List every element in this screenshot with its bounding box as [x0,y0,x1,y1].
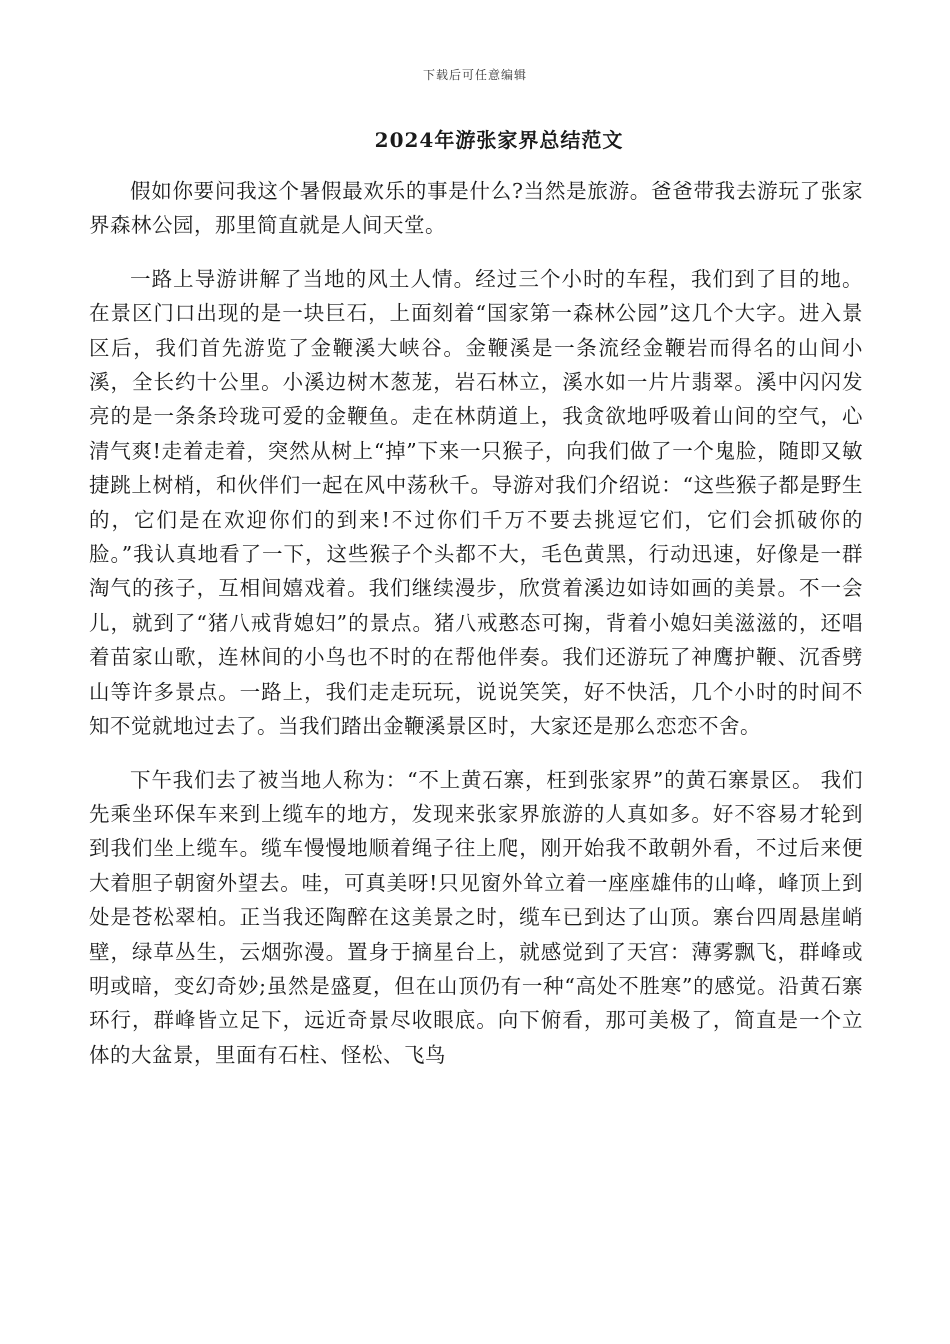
paragraph-2: 一路上导游讲解了当地的风土人情。经过三个小时的车程，我们到了目的地。在景区门口出现的是一块巨石，上面刻着“国家第一森林公园”这几个大字。进入景区后，我们首先游览了金鞭溪大峡谷。金鞭溪是一条流经金鞭岩而得名的山间小溪，全长约十公里。小溪边树木葱茏，岩石林立，溪水如一片片翡翠。溪中闪闪发亮的是一条条玲珑可爱的金鞭鱼。走在林荫道上，我贪欲地呼吸着山间的空气，心清气爽!走着走着，突然从树上“掉”下来一只猴子，向我们做了一个鬼脸，随即又敏捷跳上树梢，和伙伴们一起在风中荡秋千。导游对我们介绍说：“这些猴子都是野生的，它们是在欢迎你们的到来!不过你们千万不要去挑逗它们，它们会抓破你的脸。”我认真地看了一下，这些猴子个头都不大，毛色黄黑，行动迅速，好像是一群淘气的孩子，互相间嬉戏着。我们继续漫步，欣赏着溪边如诗如画的美景。不一会儿，就到了“猪八戒背媳妇”的景点。猪八戒憨态可掬，背着小媳妇美滋滋的，还唱着苗家山歌，连林间的小鸟也不时的在帮他伴奏。我们还游玩了神鹰护鞭、沉香劈山等许多景点。一路上，我们走走玩玩，说说笑笑，好不快活，几个小时的时间不知不觉就地过去了。当我们踏出金鞭溪景区时，大家还是那么恋恋不舍。 [89,266,863,739]
paragraph-3: 下午我们去了被当地人称为：“不上黄石寨，枉到张家界”的黄石寨景区。 我们先乘坐环保车来到上缆车的地方，发现来张家界旅游的人真如多。好不容易才轮到到我们坐上缆车。缆车慢慢地顺着绳子往上爬，刚开始我不敢朝外看，不过后来便大着胆子朝窗外望去。哇，可真美呀!只见窗外耸立着一座座雄伟的山峰，峰顶上到处是苍松翠柏。正当我还陶醉在这美景之时，缆车已到达了山顶。寨台四周悬崖峭壁，绿草丛生，云烟弥漫。置身于摘星台上，就感觉到了天宫：薄雾飘飞，群峰或明或暗，变幻奇妙;虽然是盛夏，但在山顶仍有一种“高处不胜寒”的感觉。沿黄石寨环行，群峰皆立足下，远近奇景尽收眼底。向下俯看，那可美极了，简直是一个立体的大盆景，里面有石柱、怪松、飞鸟 [89,767,863,1067]
header-note: 下载后可任意编辑 [422,68,527,82]
paragraph-1: 假如你要问我这个暑假最欢乐的事是什么?当然是旅游。爸爸带我去游玩了张家界森林公园，那里简直就是人间天堂。 [89,179,863,238]
document-body [89,174,863,1091]
document-title: 2024年游张家界总结范文 [374,128,624,152]
